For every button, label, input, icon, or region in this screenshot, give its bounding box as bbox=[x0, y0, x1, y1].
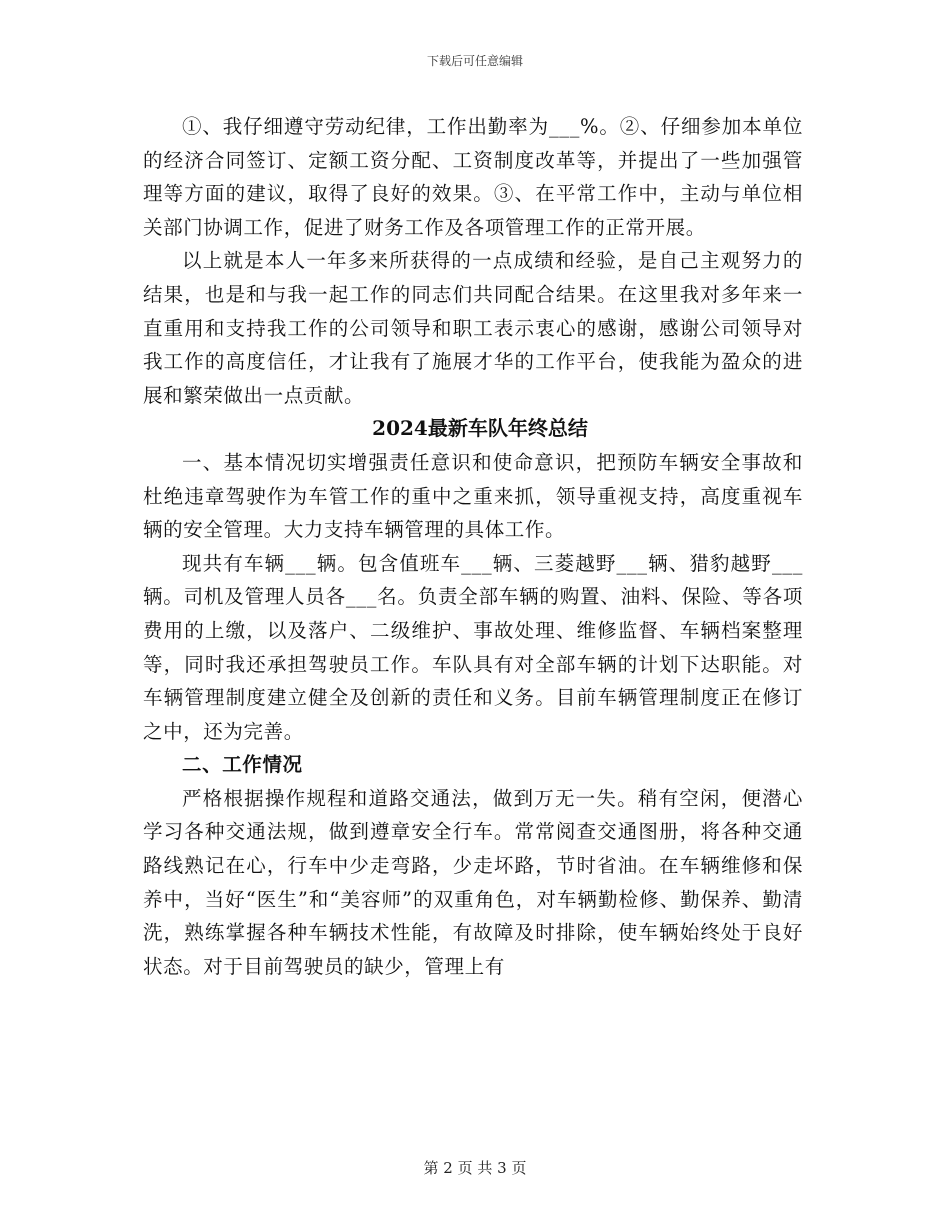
document-body bbox=[143, 110, 803, 983]
paragraph-basic-situation: 一、基本情况切实增强责任意识和使命意识，把预防车辆安全事故和杜绝违章驾驶作为车管工作的重中之重来抓，领导重视支持，高度重视车辆的安全管理。大力支持车辆管理的具体工作。 bbox=[143, 450, 803, 542]
paragraph-vehicle-count: 现共有车辆___辆。包含值班车___辆、三菱越野___辆、猎豹越野___辆。司机及管理人员各___名。负责全部车辆的购置、油料、保险、等各项费用的上缴，以及落户、二级维护、事故处理、维修监督、车辆档案整理等，同时我还承担驾驶员工作。车队具有对全部车辆的计划下达职能。对车辆管理制度建立健全及创新的责任和义务。目前车辆管理制度正在修订之中，还为完善。 bbox=[143, 551, 803, 743]
page-footer: 第 2 页 共 3 页 bbox=[423, 1159, 527, 1177]
paragraph-summary: 以上就是本人一年多来所获得的一点成绩和经验，是自己主观努力的结果，也是和与我一起工作的同志们共同配合结果。在这里我对多年来一直重用和支持我工作的公司领导和职工表示衷心的感谢，感谢公司领导对我工作的高度信任，才让我有了施展才华的工作平台，使我能为盈众的进展和繁荣做出一点贡献。 bbox=[143, 249, 803, 407]
paragraph-attendance: ①、我仔细遵守劳动纪律，工作出勤率为___%。②、仔细参加本单位的经济合同签订、定额工资分配、工资制度改革等，并提出了一些加强管理等方面的建议，取得了良好的效果。③、在平常工作中，主动与单位相关部门协调工作，促进了财务工作及各项管理工作的正常开展。 bbox=[143, 115, 803, 239]
paragraph-work-situation: 严格根据操作规程和道路交通法，做到万无一失。稍有空闲，便潜心学习各种交通法规，做到遵章安全行车。常常阅查交通图册，将各种交通路线熟记在心，行车中少走弯路，少走坏路，节时省油。在车辆维修和保养中，当好“医生”和“美容师”的双重角色，对车辆勤检修、勤保养、勤清洗，熟练掌握各种车辆技术性能，有故障及时排除，使车辆始终处于良好状态。对于目前驾驶员的缺少，管理上有 bbox=[143, 786, 803, 978]
section-heading-work: 二、工作情况 bbox=[182, 753, 303, 777]
document-title: 2024最新车队年终总结 bbox=[372, 416, 588, 441]
page-header: 下载后可任意编辑 bbox=[426, 54, 523, 68]
